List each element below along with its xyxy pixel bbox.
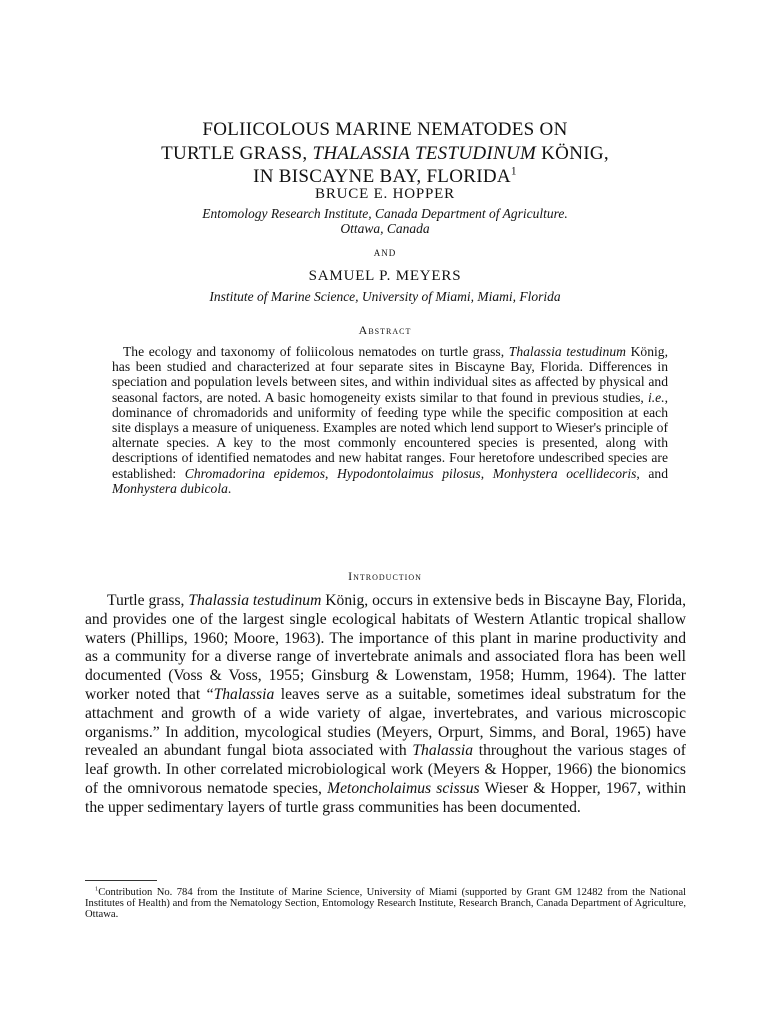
footnote-text: Contribution No. 784 from the Institute of Marine Science, University of Miami (supported by Grant GM 12482 from the National Institutes of Health) and from the Nematology Section, Entomology Research Institute, Research Branch, Canada Department of Agriculture, Ottawa. bbox=[85, 887, 686, 921]
footnote-rule bbox=[85, 880, 157, 881]
footnote bbox=[85, 887, 686, 921]
abstract-new-species-2: Hypodontolaimus pilosus bbox=[336, 465, 481, 481]
abstract-body bbox=[112, 344, 668, 496]
intro-text-4: throughout the various stages of leaf growth. In other correlated microbiological work (Meyers & Hopper, 1966) the bionomics of the omnivorous nematode species, bbox=[85, 742, 686, 797]
title-footnote-mark: 1 bbox=[510, 165, 517, 178]
abstract-text-1: The ecology and taxonomy of foliicolous nematodes on turtle grass, bbox=[123, 344, 505, 359]
intro-species-1: Thalassia testudinum bbox=[188, 592, 322, 609]
title-line-3 bbox=[60, 165, 710, 189]
intro-text-5: Wieser & Hopper, 1967, within the upper sedimentary layers of turtle grass communities has been documented. bbox=[85, 779, 687, 816]
title-line-2-prefix: TURTLE GRASS, bbox=[161, 142, 313, 164]
abstract-end: . bbox=[227, 480, 232, 496]
abstract-new-species-1: Chromadorina epidemos bbox=[184, 465, 325, 481]
intro-text-1: Turtle grass, bbox=[107, 592, 185, 609]
abstract-text-2: König, has been studied and characterized at four separate sites in Biscayne Bay, Florida. Differences in speciation and population levels between sites, and within individual sites as affected by physical and seasonal factors, are noted. A basic homogeneity exists similar to that found in previous studies, bbox=[112, 344, 668, 405]
intro-genus-1: Thalassia bbox=[213, 685, 275, 703]
author-1-affiliation-line-2: Ottawa, Canada bbox=[340, 221, 430, 236]
title-line-2 bbox=[60, 142, 710, 166]
title-line-2-suffix: KÖNIG, bbox=[536, 142, 609, 164]
title-line-1: FOLIICOLOUS MARINE NEMATODES ON bbox=[202, 119, 568, 140]
author-1-affiliation-line-1: Entomology Research Institute, Canada Department of Agriculture. bbox=[202, 206, 568, 221]
introduction-body bbox=[85, 592, 686, 818]
intro-text-3: leaves serve as a suitable, sometimes ideal substratum for the attachment and growth of a wide variety of algae, invertebrates, and various microscopic organisms.” In addition, mycological studies (Meyers, Orpurt, Simms, and Boral, 1965) have revealed an abundant fungal biota associated with bbox=[85, 685, 686, 760]
abstract-paragraph: The ecology and taxonomy of foliicolous nematodes on turtle grass, Thalassia testudinum König, has been studied and characterized at four separate sites in Biscayne Bay, Florida. Differences in speciation and population levels between sites, and within individual sites as affected by physical and seasonal factors, are noted. A basic homogeneity exists similar to that found in previous studies, i.e., dominance of chromadorids and uniformity of feeding type while the specific composition at each site displays a measure of uniqueness. Examples are noted which lend support to Wieser's principle of alternate species. A key to the most commonly encountered species is presented, along with descriptions of identified nematodes and new habitat ranges. Four heretofore undescribed species are established: Chromadorina epidemos, Hypodontolaimus pilosus, Monhystera ocellidecoris, and Monhystera dubicola. bbox=[112, 344, 669, 496]
footnote-mark: 1 bbox=[95, 885, 99, 893]
author-1-name: BRUCE E. HOPPER bbox=[315, 186, 455, 202]
abstract-new-species-3: Monhystera ocellidecoris bbox=[492, 465, 637, 481]
abstract-new-species-4: Monhystera dubicola bbox=[112, 480, 228, 496]
abstract-ie: i.e. bbox=[647, 389, 665, 405]
intro-text-2: König, occurs in extensive beds in Biscayne Bay, Florida, and provides one of the largest single ecological habitats of Western Atlantic tropical shallow waters (Phillips, 1960; Moore, 1963). The importance of this plant in marine productivity and as a community for a diverse range of invertebrate animals and associated flora has been well documented (Voss & Voss, 1955; Ginsburg & Lowenstam, 1958; Humm, 1964). The latter worker noted that “ bbox=[85, 592, 687, 703]
title-species: THALASSIA TESTUDINUM bbox=[312, 142, 537, 164]
author-2-name: SAMUEL P. MEYERS bbox=[308, 268, 462, 284]
author-1-affiliation bbox=[60, 206, 710, 236]
author-2-affiliation: Institute of Marine Science, University of Miami, Miami, Florida bbox=[209, 289, 561, 304]
intro-species-2: Metoncholaimus scissus bbox=[327, 779, 480, 797]
abstract-heading: Abstract bbox=[358, 323, 412, 337]
abstract-and: , and bbox=[636, 465, 669, 481]
introduction-paragraph bbox=[85, 592, 686, 818]
introduction-heading: Introduction bbox=[348, 569, 422, 583]
paper-title bbox=[60, 118, 710, 189]
abstract-species-1: Thalassia testudinum bbox=[508, 344, 626, 359]
footnote-paragraph bbox=[85, 887, 686, 921]
and-separator: AND bbox=[373, 248, 397, 258]
title-line-3-text: IN BISCAYNE BAY, FLORIDA bbox=[253, 166, 511, 187]
abstract-text-3: , dominance of chromadorids and uniformity of feeding type while the specific composition at each site displays a measure of uniqueness. Examples are noted which lend support to Wieser's principle of alternate species. A key to the most commonly encountered species is presented, along with descriptions of identified nematodes and new habitat ranges. Four heretofore undescribed species are established: bbox=[112, 389, 668, 481]
intro-genus-2: Thalassia bbox=[412, 742, 474, 760]
